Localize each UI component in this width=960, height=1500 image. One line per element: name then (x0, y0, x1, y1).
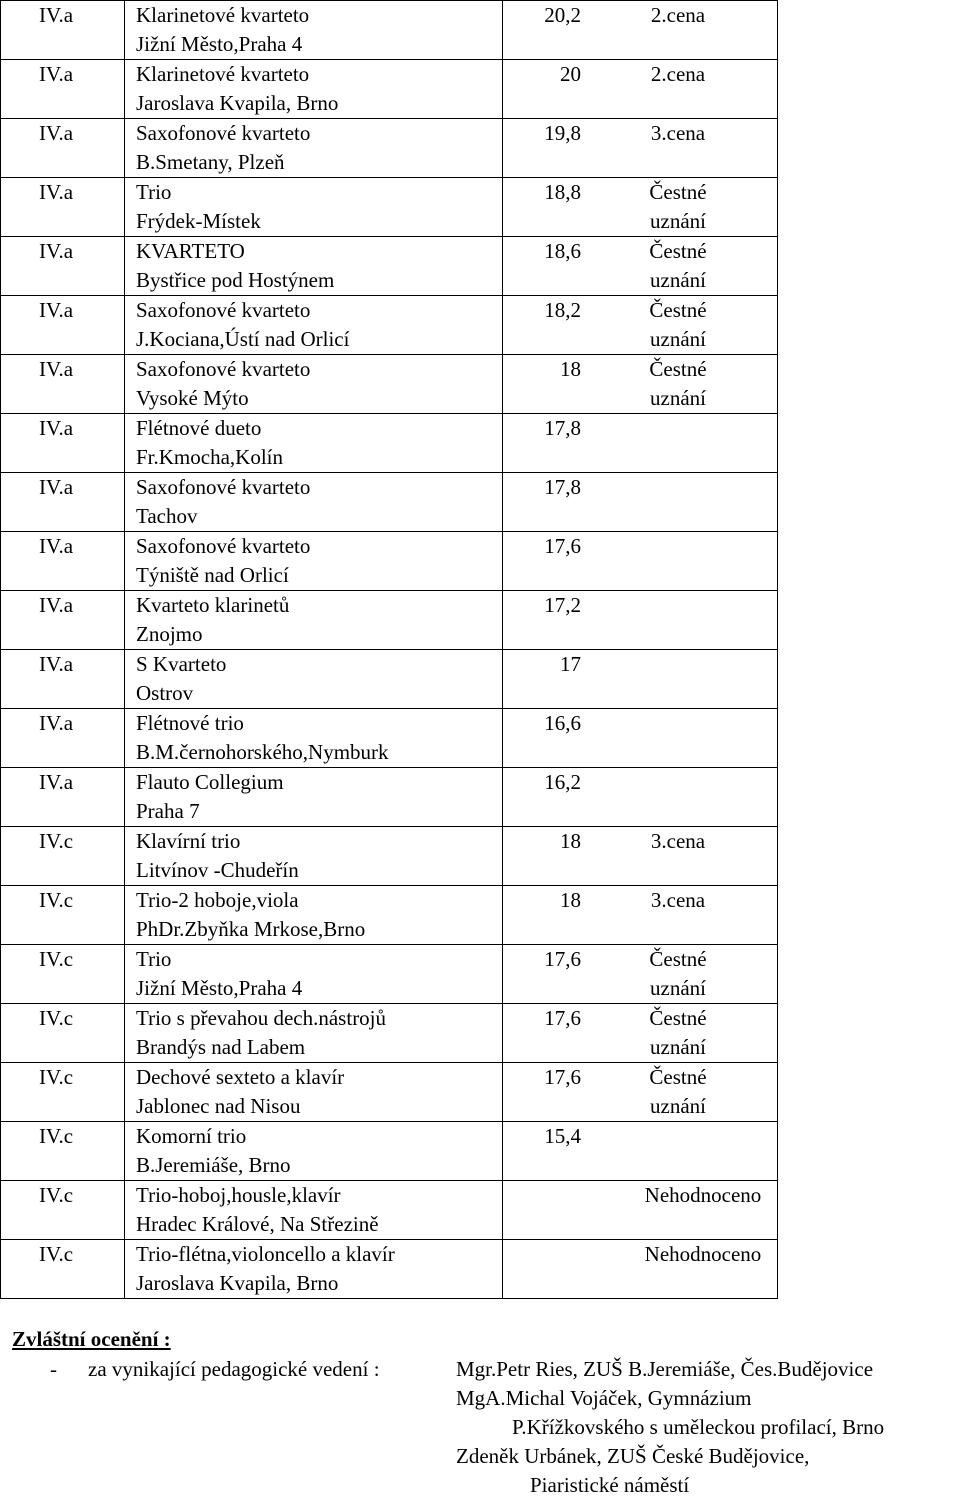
ensemble-place: Jižní Město,Praha 4 (136, 976, 303, 1000)
score-value: 17,2 (544, 593, 581, 617)
table-row (1, 827, 778, 886)
ensemble-place: Brandýs nad Labem (136, 1035, 306, 1059)
category-cell: IV.c (1, 1004, 125, 1063)
category-cell: IV.a (1, 473, 125, 532)
ensemble-name: Saxofonové kvarteto (136, 475, 311, 499)
table-row (1, 709, 778, 768)
category-cell: IV.a (1, 60, 125, 119)
award-value: 2.cena (650, 3, 706, 27)
category-cell: IV.a (1, 591, 125, 650)
ensemble-cell (125, 1122, 503, 1181)
award-value: Čestné uznání (649, 180, 707, 233)
ensemble-name: Klavírní trio (136, 829, 241, 853)
table-row (1, 414, 778, 473)
ensemble-cell (125, 709, 503, 768)
ensemble-cell (125, 945, 503, 1004)
table-row (1, 1, 778, 60)
award-value: Nehodnoceno (644, 1242, 762, 1266)
result-cell (503, 414, 778, 473)
ensemble-cell (125, 886, 503, 945)
award-value: 2.cena (650, 62, 706, 86)
ensemble-place: Znojmo (136, 622, 203, 646)
ensemble-place: Bystřice pod Hostýnem (136, 268, 335, 292)
score-value: 17,6 (544, 534, 581, 558)
ensemble-cell (125, 591, 503, 650)
ensemble-place: Jablonec nad Nisou (136, 1094, 301, 1118)
table-row (1, 591, 778, 650)
score-value: 20,2 (544, 3, 581, 27)
table-row (1, 1004, 778, 1063)
table-row (1, 945, 778, 1004)
ensemble-name: Trio-flétna,violoncello a klavír (136, 1242, 395, 1266)
ensemble-name: KVARTETO (136, 239, 245, 263)
table-row (1, 296, 778, 355)
ensemble-cell (125, 178, 503, 237)
ensemble-place: J.Kociana,Ústí nad Orlicí (136, 327, 350, 351)
score-value: 18 (560, 888, 581, 912)
ensemble-place: Litvínov -Chudeřín (136, 858, 299, 882)
ensemble-name: Saxofonové kvarteto (136, 121, 311, 145)
score-value: 16,6 (544, 711, 581, 735)
table-row (1, 473, 778, 532)
teacher-line: Zdeněk Urbánek, ZUŠ České Budějovice, (456, 1444, 810, 1468)
category-cell: IV.c (1, 1063, 125, 1122)
award-value: Čestné uznání (649, 357, 707, 410)
category-cell: IV.c (1, 1122, 125, 1181)
ensemble-cell (125, 414, 503, 473)
category-cell: IV.c (1, 1240, 125, 1299)
ensemble-cell (125, 768, 503, 827)
category-cell: IV.a (1, 650, 125, 709)
result-cell (503, 237, 778, 296)
ensemble-name: Trio-hoboj,housle,klavír (136, 1183, 341, 1207)
award-value: 3.cena (650, 121, 706, 145)
ensemble-name: Saxofonové kvarteto (136, 298, 311, 322)
category-cell: IV.c (1, 945, 125, 1004)
table-row (1, 60, 778, 119)
table-row (1, 119, 778, 178)
award-value: Čestné uznání (649, 1065, 707, 1118)
table-row (1, 886, 778, 945)
score-value: 17,6 (544, 1065, 581, 1089)
ensemble-name: Flétnové dueto (136, 416, 262, 440)
ensemble-place: Praha 7 (136, 799, 200, 823)
score-value: 17,8 (544, 475, 581, 499)
result-cell (503, 709, 778, 768)
result-cell (503, 60, 778, 119)
score-value: 18 (560, 357, 581, 381)
ensemble-place: Týniště nad Orlicí (136, 563, 289, 587)
ensemble-name: Klarinetové kvarteto (136, 62, 310, 86)
category-cell: IV.c (1, 1181, 125, 1240)
result-cell (503, 1063, 778, 1122)
table-row (1, 532, 778, 591)
score-value: 20 (560, 62, 581, 86)
ensemble-name: Flauto Collegium (136, 770, 284, 794)
ensemble-name: Flétnové trio (136, 711, 244, 735)
result-cell (503, 355, 778, 414)
ensemble-place: Vysoké Mýto (136, 386, 249, 410)
ensemble-name: Klarinetové kvarteto (136, 3, 310, 27)
ensemble-place: Hradec Králové, Na Střezině (136, 1212, 379, 1236)
category-cell: IV.a (1, 1, 125, 60)
award-value: 3.cena (650, 888, 706, 912)
table-row (1, 650, 778, 709)
ensemble-name: S Kvarteto (136, 652, 227, 676)
ensemble-cell (125, 119, 503, 178)
ensemble-cell (125, 1004, 503, 1063)
teacher-line: Mgr.Petr Ries, ZUŠ B.Jeremiáše, Čes.Budějovice (456, 1357, 874, 1381)
ensemble-name: Saxofonové kvarteto (136, 357, 311, 381)
result-cell (503, 1004, 778, 1063)
category-cell: IV.a (1, 119, 125, 178)
result-cell (503, 119, 778, 178)
category-cell: IV.a (1, 414, 125, 473)
score-value: 15,4 (544, 1124, 581, 1148)
category-cell: IV.a (1, 178, 125, 237)
table-row (1, 355, 778, 414)
ensemble-place: B.Smetany, Plzeň (136, 150, 285, 174)
result-cell (503, 650, 778, 709)
ensemble-name: Dechové sexteto a klavír (136, 1065, 345, 1089)
result-cell (503, 1, 778, 60)
ensemble-place: Jižní Město,Praha 4 (136, 32, 303, 56)
special-awards-title: Zvláštní ocenění : (12, 1327, 171, 1351)
ensemble-cell (125, 650, 503, 709)
ensemble-place: Jaroslava Kvapila, Brno (136, 1271, 339, 1295)
ensemble-name: Trio (136, 180, 172, 204)
score-value: 16,2 (544, 770, 581, 794)
ensemble-name: Trio s převahou dech.nástrojů (136, 1006, 387, 1030)
award-value: 3.cena (650, 829, 706, 853)
ensemble-cell (125, 1240, 503, 1299)
result-cell (503, 178, 778, 237)
special-awards (12, 1325, 960, 1497)
ensemble-cell (125, 1063, 503, 1122)
category-cell: IV.a (1, 532, 125, 591)
table-row (1, 1122, 778, 1181)
result-cell (503, 1181, 778, 1240)
table-row (1, 1063, 778, 1122)
table-row (1, 178, 778, 237)
ensemble-cell (125, 827, 503, 886)
result-cell (503, 532, 778, 591)
table-row (1, 1181, 778, 1240)
result-cell (503, 768, 778, 827)
result-cell (503, 886, 778, 945)
table-row (1, 1240, 778, 1299)
table-row (1, 237, 778, 296)
teacher-line: P.Křížkovského s uměleckou profilací, Brno (512, 1415, 885, 1439)
result-cell (503, 945, 778, 1004)
ensemble-place: B.Jeremiáše, Brno (136, 1153, 291, 1177)
score-value: 18,6 (544, 239, 581, 263)
result-cell (503, 296, 778, 355)
category-cell: IV.a (1, 709, 125, 768)
score-value: 18,2 (544, 298, 581, 322)
score-value: 19,8 (544, 121, 581, 145)
award-value: Čestné uznání (649, 947, 707, 1000)
ensemble-name: Komorní trio (136, 1124, 247, 1148)
ensemble-cell (125, 473, 503, 532)
result-cell (503, 591, 778, 650)
ensemble-cell (125, 60, 503, 119)
ensemble-place: Frýdek-Místek (136, 209, 261, 233)
result-cell (503, 1122, 778, 1181)
score-value: 17,6 (544, 1006, 581, 1030)
ensemble-cell (125, 1, 503, 60)
score-value: 17,6 (544, 947, 581, 971)
score-value: 18 (560, 829, 581, 853)
score-value: 17,8 (544, 416, 581, 440)
ensemble-cell (125, 532, 503, 591)
list-dash: - (50, 1357, 57, 1381)
table-row (1, 768, 778, 827)
award-value: Čestné uznání (649, 298, 707, 351)
score-value: 18,8 (544, 180, 581, 204)
results-body (1, 1, 778, 1299)
award-value: Čestné uznání (649, 239, 707, 292)
ensemble-place: PhDr.Zbyňka Mrkose,Brno (136, 917, 366, 941)
score-value: 17 (560, 652, 581, 676)
ensemble-place: Fr.Kmocha,Kolín (136, 445, 283, 469)
ensemble-place: Jaroslava Kvapila, Brno (136, 91, 339, 115)
ensemble-place: Ostrov (136, 681, 194, 705)
ensemble-place: Tachov (136, 504, 198, 528)
category-cell: IV.a (1, 355, 125, 414)
teacher-line: MgA.Michal Vojáček, Gymnázium (456, 1386, 752, 1410)
ensemble-name: Kvarteto klarinetů (136, 593, 290, 617)
award-value: Nehodnoceno (644, 1183, 762, 1207)
award-label: za vynikající pedagogické vedení : (88, 1357, 380, 1381)
award-value: Čestné uznání (649, 1006, 707, 1059)
category-cell: IV.c (1, 827, 125, 886)
ensemble-name: Trio-2 hoboje,viola (136, 888, 299, 912)
ensemble-cell (125, 237, 503, 296)
category-cell: IV.a (1, 237, 125, 296)
teacher-line: Piaristické náměstí (530, 1473, 690, 1497)
ensemble-cell (125, 355, 503, 414)
category-cell: IV.a (1, 296, 125, 355)
ensemble-name: Trio (136, 947, 172, 971)
result-cell (503, 473, 778, 532)
ensemble-place: B.M.černohorského,Nymburk (136, 740, 389, 764)
ensemble-cell (125, 1181, 503, 1240)
result-cell (503, 827, 778, 886)
result-cell (503, 1240, 778, 1299)
category-cell: IV.c (1, 886, 125, 945)
ensemble-name: Saxofonové kvarteto (136, 534, 311, 558)
ensemble-cell (125, 296, 503, 355)
category-cell: IV.a (1, 768, 125, 827)
